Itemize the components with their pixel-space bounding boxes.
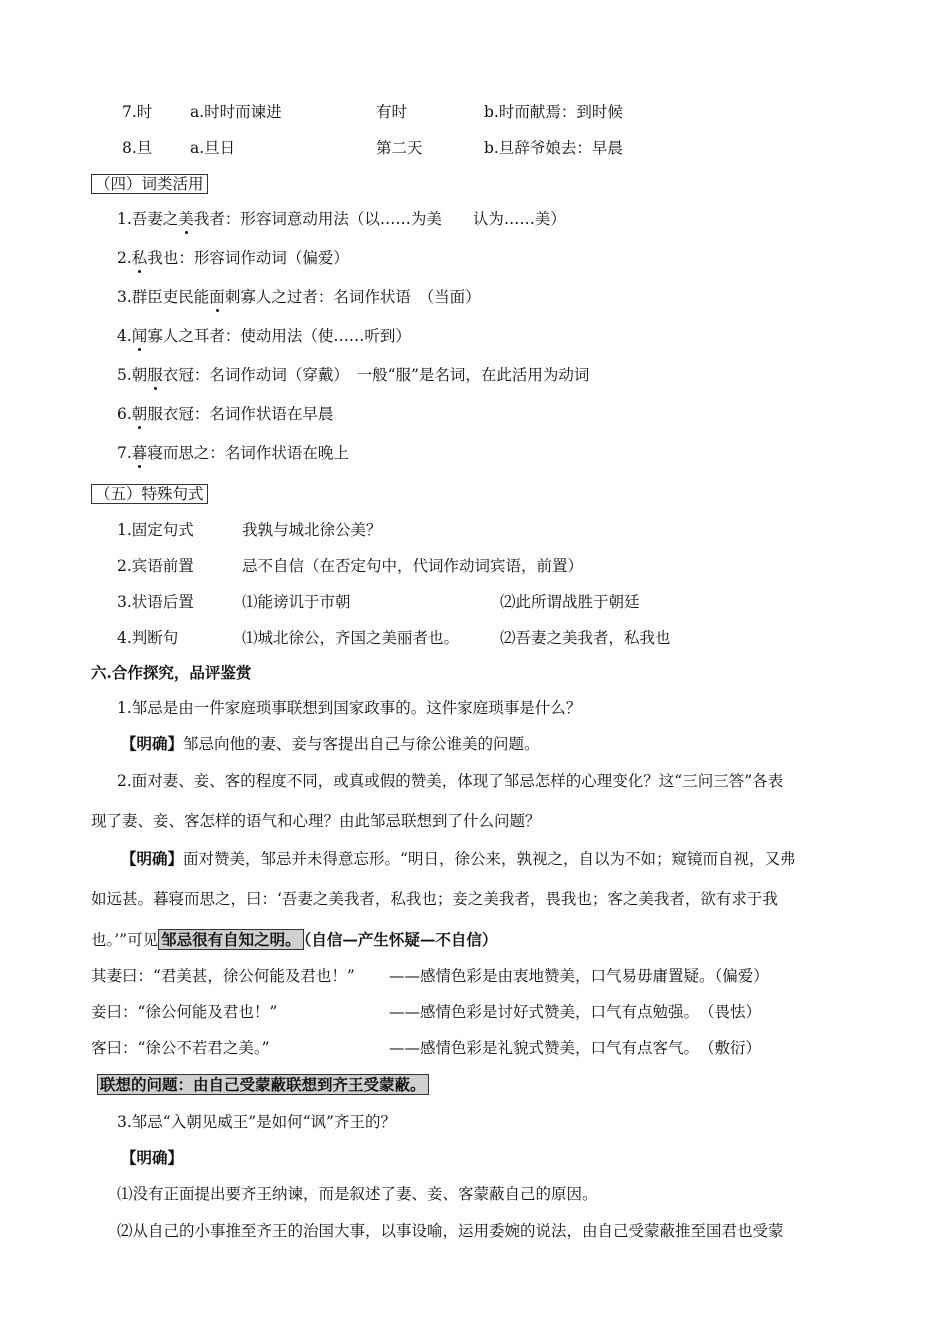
list-item <box>117 556 817 576</box>
polysemy-num: 8.旦 <box>122 139 153 157</box>
list-item <box>117 365 589 385</box>
quote-speaker: 其妻曰：“君美甚，徐公何能及君也！” <box>91 967 355 985</box>
emphasis-char: 闻 <box>131 327 148 345</box>
section-heading-4-label: （四）词类活用 <box>91 174 208 194</box>
quote-row <box>91 1002 851 1022</box>
polysemy-b: b.旦辞爷娘去：早晨 <box>484 139 623 157</box>
item-text: 4. <box>117 327 132 345</box>
emphasis-char: 暮 <box>131 444 148 462</box>
answer-tag: 【明确】 <box>121 849 184 868</box>
sentence-type: 2.宾语前置 <box>117 557 194 575</box>
answer-text: 面对赞美，邹忌并未得意忘形。“明日，徐公来，孰视之，自以为不如；窥镜而自视，又弗 <box>183 850 796 868</box>
list-item <box>117 592 817 612</box>
list-item <box>117 443 349 463</box>
item-text: 寡人之耳者：使动用法（使……听到） <box>147 327 411 345</box>
list-item <box>117 520 817 540</box>
section-heading-6: 六.合作探究，品评鉴赏 <box>91 663 252 682</box>
quote-comment: ——感情色彩是由衷地赞美，口气易毋庸置疑。（偏爱） <box>389 967 769 985</box>
question-3: 3.邹忌“入朝见威王”是如何“讽”齐王的？ <box>117 1113 396 1131</box>
item-text: 5.朝 <box>117 366 148 384</box>
association-note <box>97 1075 429 1095</box>
question-2-line: 2.面对妻、妾、客的程度不同，或真或假的赞美，体现了邹忌怎样的心理变化？这“三问三答”各表 <box>117 772 784 790</box>
sentence-example: ⑵此所谓战胜于朝廷 <box>500 593 640 611</box>
answer-2-line <box>121 849 795 869</box>
list-item <box>117 287 481 307</box>
emphasis-char: 朝 <box>131 405 148 423</box>
polysemy-row <box>122 102 822 122</box>
highlight-text: 邹忌很有自知之明。 <box>158 929 304 950</box>
item-text: 3.群臣吏民能 <box>117 288 210 306</box>
item-text: 刺寡人之过者：名词作状语 （当面） <box>224 288 481 306</box>
list-item <box>117 404 333 424</box>
sentence-example: ⑵吾妻之美我者，私我也 <box>500 629 671 647</box>
polysemy-a-meaning: 第二天 <box>376 139 423 157</box>
item-text: 寝而思之：名词作状语在晚上 <box>147 444 349 462</box>
list-item <box>117 628 817 648</box>
polysemy-num: 7.时 <box>122 103 153 121</box>
answer-text: 也。’”可见 <box>91 931 159 949</box>
quote-speaker: 妾曰：“徐公何能及君也！” <box>91 1003 278 1021</box>
item-text: 1.吾妻之 <box>117 210 179 228</box>
section-heading-4 <box>91 174 208 194</box>
answer-2-line <box>91 930 497 950</box>
answer-tag: 【明确】 <box>121 734 184 753</box>
list-item <box>117 326 411 346</box>
highlight-text: 联想的问题：由自己受蒙蔽联想到齐王受蒙蔽。 <box>97 1074 429 1095</box>
section-heading-5 <box>91 484 208 504</box>
answer-1 <box>121 734 540 754</box>
quote-comment: ——感情色彩是讨好式赞美，口气有点勉强。 （畏怯） <box>389 1003 762 1021</box>
polysemy-a-meaning: 有时 <box>376 103 408 121</box>
sentence-example: 我孰与城北徐公美？ <box>242 521 382 539</box>
emphasis-char: 美 <box>178 210 194 228</box>
item-text: 6. <box>117 405 132 423</box>
quote-row <box>91 1038 851 1058</box>
list-item <box>117 248 349 268</box>
question-1: 1.邹忌是由一件家庭琐事联想到国家政事的。这件家庭琐事是什么？ <box>117 699 582 717</box>
sentence-example: 忌不自信（在否定句中，代词作动词宾语，前置） <box>242 557 584 575</box>
sentence-type: 4.判断句 <box>117 629 179 647</box>
quote-speaker: 客曰：“徐公不若君之美。” <box>91 1039 270 1057</box>
answer-3-item: ⑵从自己的小事推至齐王的治国大事，以事设喻，运用委婉的说法，由自己受蒙蔽推至国君也受蒙 <box>117 1222 784 1240</box>
sentence-type: 3.状语后置 <box>117 593 194 611</box>
item-text: 7. <box>117 444 132 462</box>
emphasis-char: 面 <box>209 288 225 306</box>
answer-text-bold: （自信—产生怀疑—不自信） <box>303 930 498 949</box>
section-heading-5-label: （五）特殊句式 <box>91 484 208 504</box>
answer-tag: 【明确】 <box>121 1148 184 1167</box>
emphasis-char: 私 <box>131 249 148 267</box>
answer-2-line: 如远甚。暮寝而思之，曰：‘吾妻之美我者，私我也；妾之美我者，畏我也；客之美我者，欲有求于我 <box>91 890 778 908</box>
item-text: 我者：形容词意动用法（以……为美 认为……美） <box>193 210 566 228</box>
polysemy-a: a.旦日 <box>190 139 236 157</box>
sentence-example: ⑴能谤讥于市朝 <box>242 593 351 611</box>
sentence-example: ⑴城北徐公，齐国之美丽者也。 <box>242 629 460 647</box>
polysemy-b: b.时而献焉：到时候 <box>484 103 623 121</box>
list-item <box>117 209 566 229</box>
quote-row <box>91 966 851 986</box>
item-text: 我也：形容词作动词（偏爱） <box>147 249 349 267</box>
quote-comment: ——感情色彩是礼貌式赞美，口气有点客气。 （敷衍） <box>389 1039 762 1057</box>
item-text: 衣冠：名词作动词（穿戴） 一般“服”是名词，在此活用为动词 <box>162 366 590 384</box>
question-2-line: 现了妻、妾、客怎样的语气和心理？由此邹忌联想到了什么问题？ <box>91 812 541 830</box>
answer-3-item: ⑴没有正面提出要齐王纳谏，而是叙述了妻、妾、客蒙蔽自己的原因。 <box>117 1185 598 1203</box>
item-text: 2. <box>117 249 132 267</box>
item-text: 服衣冠：名词作状语在早晨 <box>147 405 334 423</box>
emphasis-char: 服 <box>147 366 163 384</box>
sentence-type: 1.固定句式 <box>117 521 194 539</box>
answer-text: 邹忌向他的妻、妾与客提出自己与徐公谁美的问题。 <box>183 735 540 753</box>
polysemy-a: a.时时而谏进 <box>190 103 282 121</box>
polysemy-row <box>122 138 822 158</box>
